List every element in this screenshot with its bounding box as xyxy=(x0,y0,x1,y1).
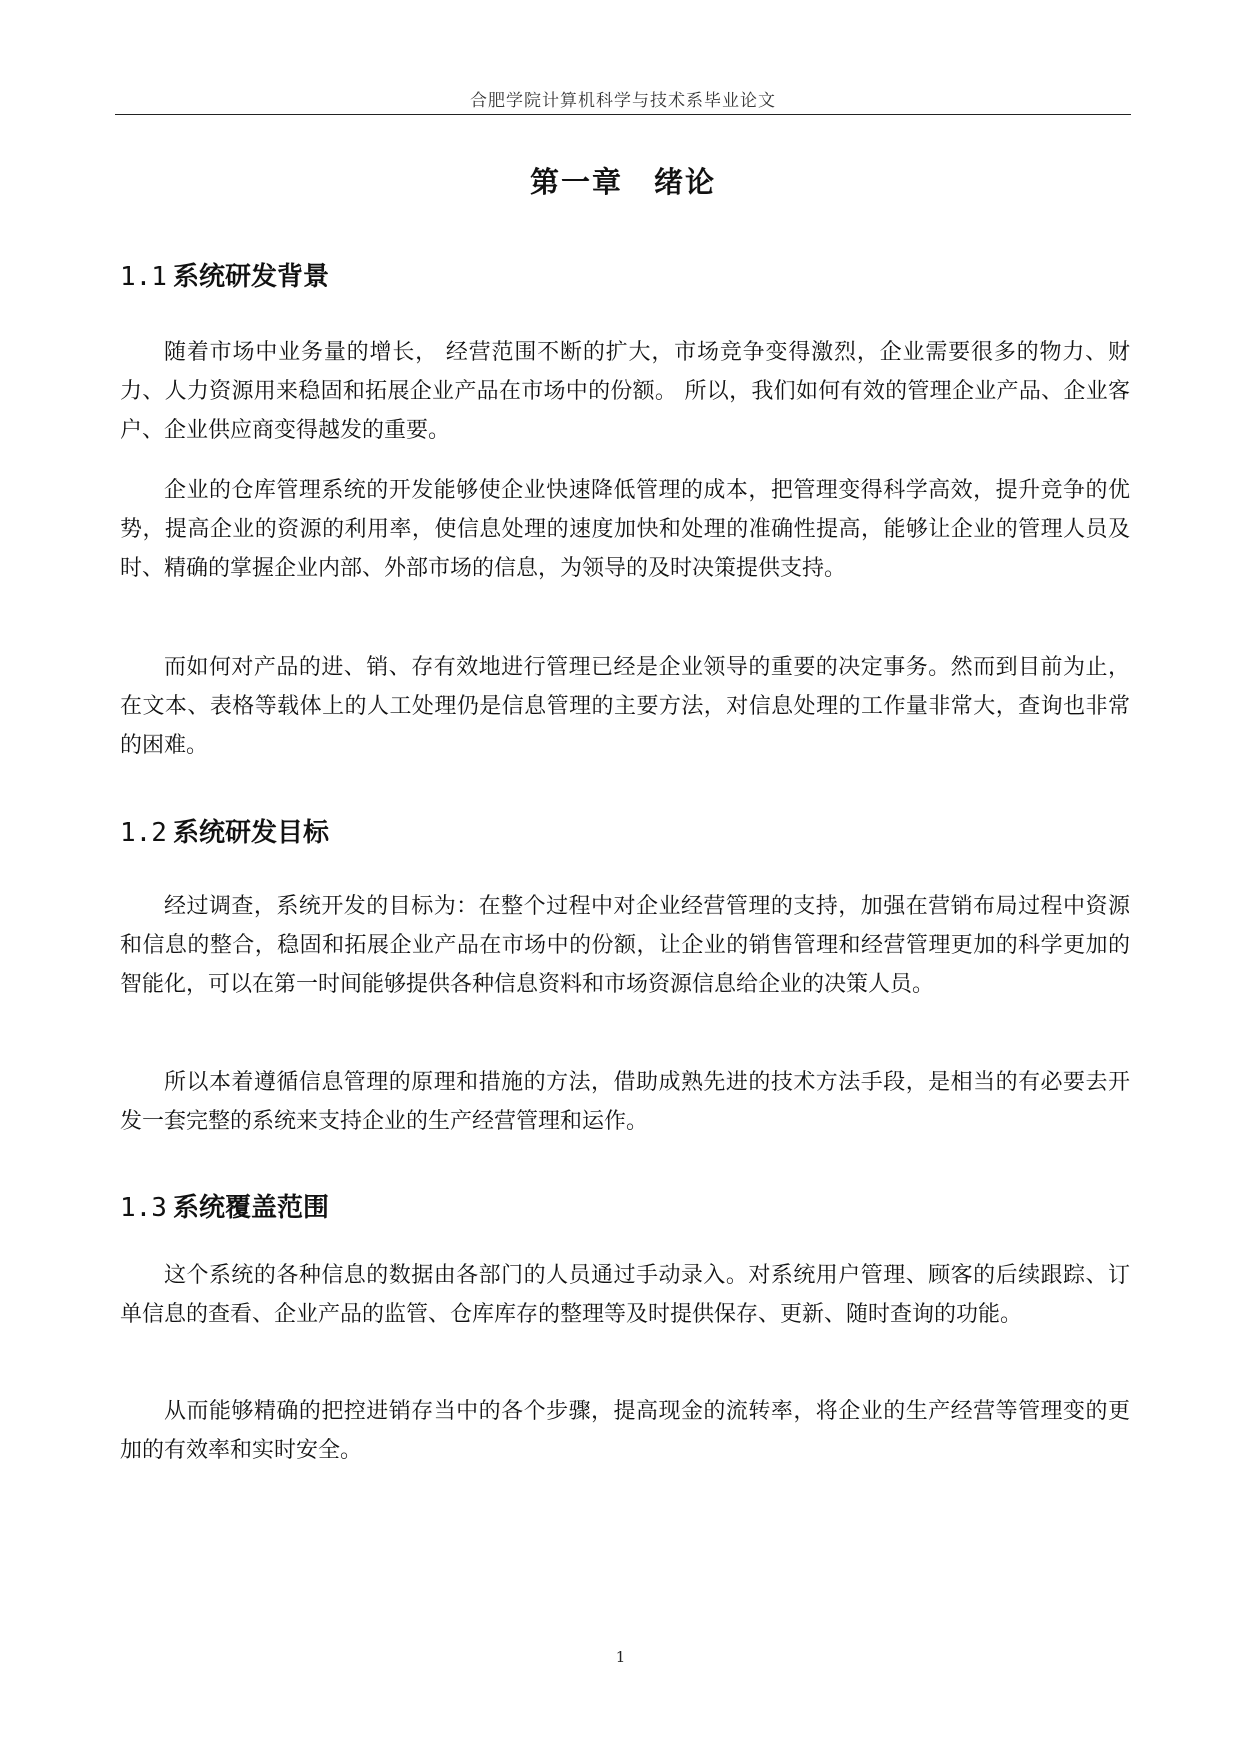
running-header: 合肥学院计算机科学与技术系毕业论文 xyxy=(470,91,776,111)
paragraph: 而如何对产品的进、销、存有效地进行管理已经是企业领导的重要的决定事务。然而到目前为止，在文本、表格等载体上的人工处理仍是信息管理的主要方法，对信息处理的工作量非常大，查询也非常的困难。 xyxy=(120,655,1130,758)
paragraph: 随着市场中业务量的增长， 经营范围不断的扩大，市场竞争变得激烈，企业需要很多的物力、财力、人力资源用来稳固和拓展企业产品在市场中的份额。 所以，我们如何有效的管理企业产品、企业客户、企业供应商变得越发的重要。 xyxy=(120,340,1130,443)
chapter-title: 第一章 绪论 xyxy=(529,165,716,199)
paragraph: 企业的仓库管理系统的开发能够使企业快速降低管理的成本，把管理变得科学高效，提升竞争的优势，提高企业的资源的利用率，使信息处理的速度加快和处理的准确性提高，能够让企业的管理人员及时、精确的掌握企业内部、外部市场的信息，为领导的及时决策提供支持。 xyxy=(120,478,1130,581)
section-title-text: 系统覆盖范围 xyxy=(172,1193,329,1223)
section-number: 1.3 xyxy=(120,1193,167,1223)
paragraph: 这个系统的各种信息的数据由各部门的人员通过手动录入。对系统用户管理、顾客的后续跟踪、订单信息的查看、企业产品的监管、仓库库存的整理等及时提供保存、更新、随时查询的功能。 xyxy=(120,1263,1130,1327)
paragraph: 经过调查，系统开发的目标为：在整个过程中对企业经营管理的支持，加强在营销布局过程中资源和信息的整合，稳固和拓展企业产品在市场中的份额，让企业的销售管理和经营管理更加的科学更加的智能化，可以在第一时间能够提供各种信息资料和市场资源信息给企业的决策人员。 xyxy=(120,894,1130,997)
paragraph: 所以本着遵循信息管理的原理和措施的方法，借助成熟先进的技术方法手段，是相当的有必要去开发一套完整的系统来支持企业的生产经营管理和运作。 xyxy=(120,1070,1130,1134)
section-heading-1-1 xyxy=(120,256,329,293)
section-heading-1-2 xyxy=(120,812,329,849)
paragraph: 从而能够精确的把控进销存当中的各个步骤，提高现金的流转率，将企业的生产经营等管理变的更加的有效率和实时安全。 xyxy=(120,1399,1130,1463)
section-number: 1.2 xyxy=(120,818,167,848)
header-rule xyxy=(115,114,1131,115)
section-title-text: 系统研发背景 xyxy=(172,262,329,292)
section-heading-1-3 xyxy=(120,1187,329,1224)
section-number: 1.1 xyxy=(120,262,167,292)
page-number: 1 xyxy=(615,1648,626,1666)
section-title-text: 系统研发目标 xyxy=(172,818,329,848)
